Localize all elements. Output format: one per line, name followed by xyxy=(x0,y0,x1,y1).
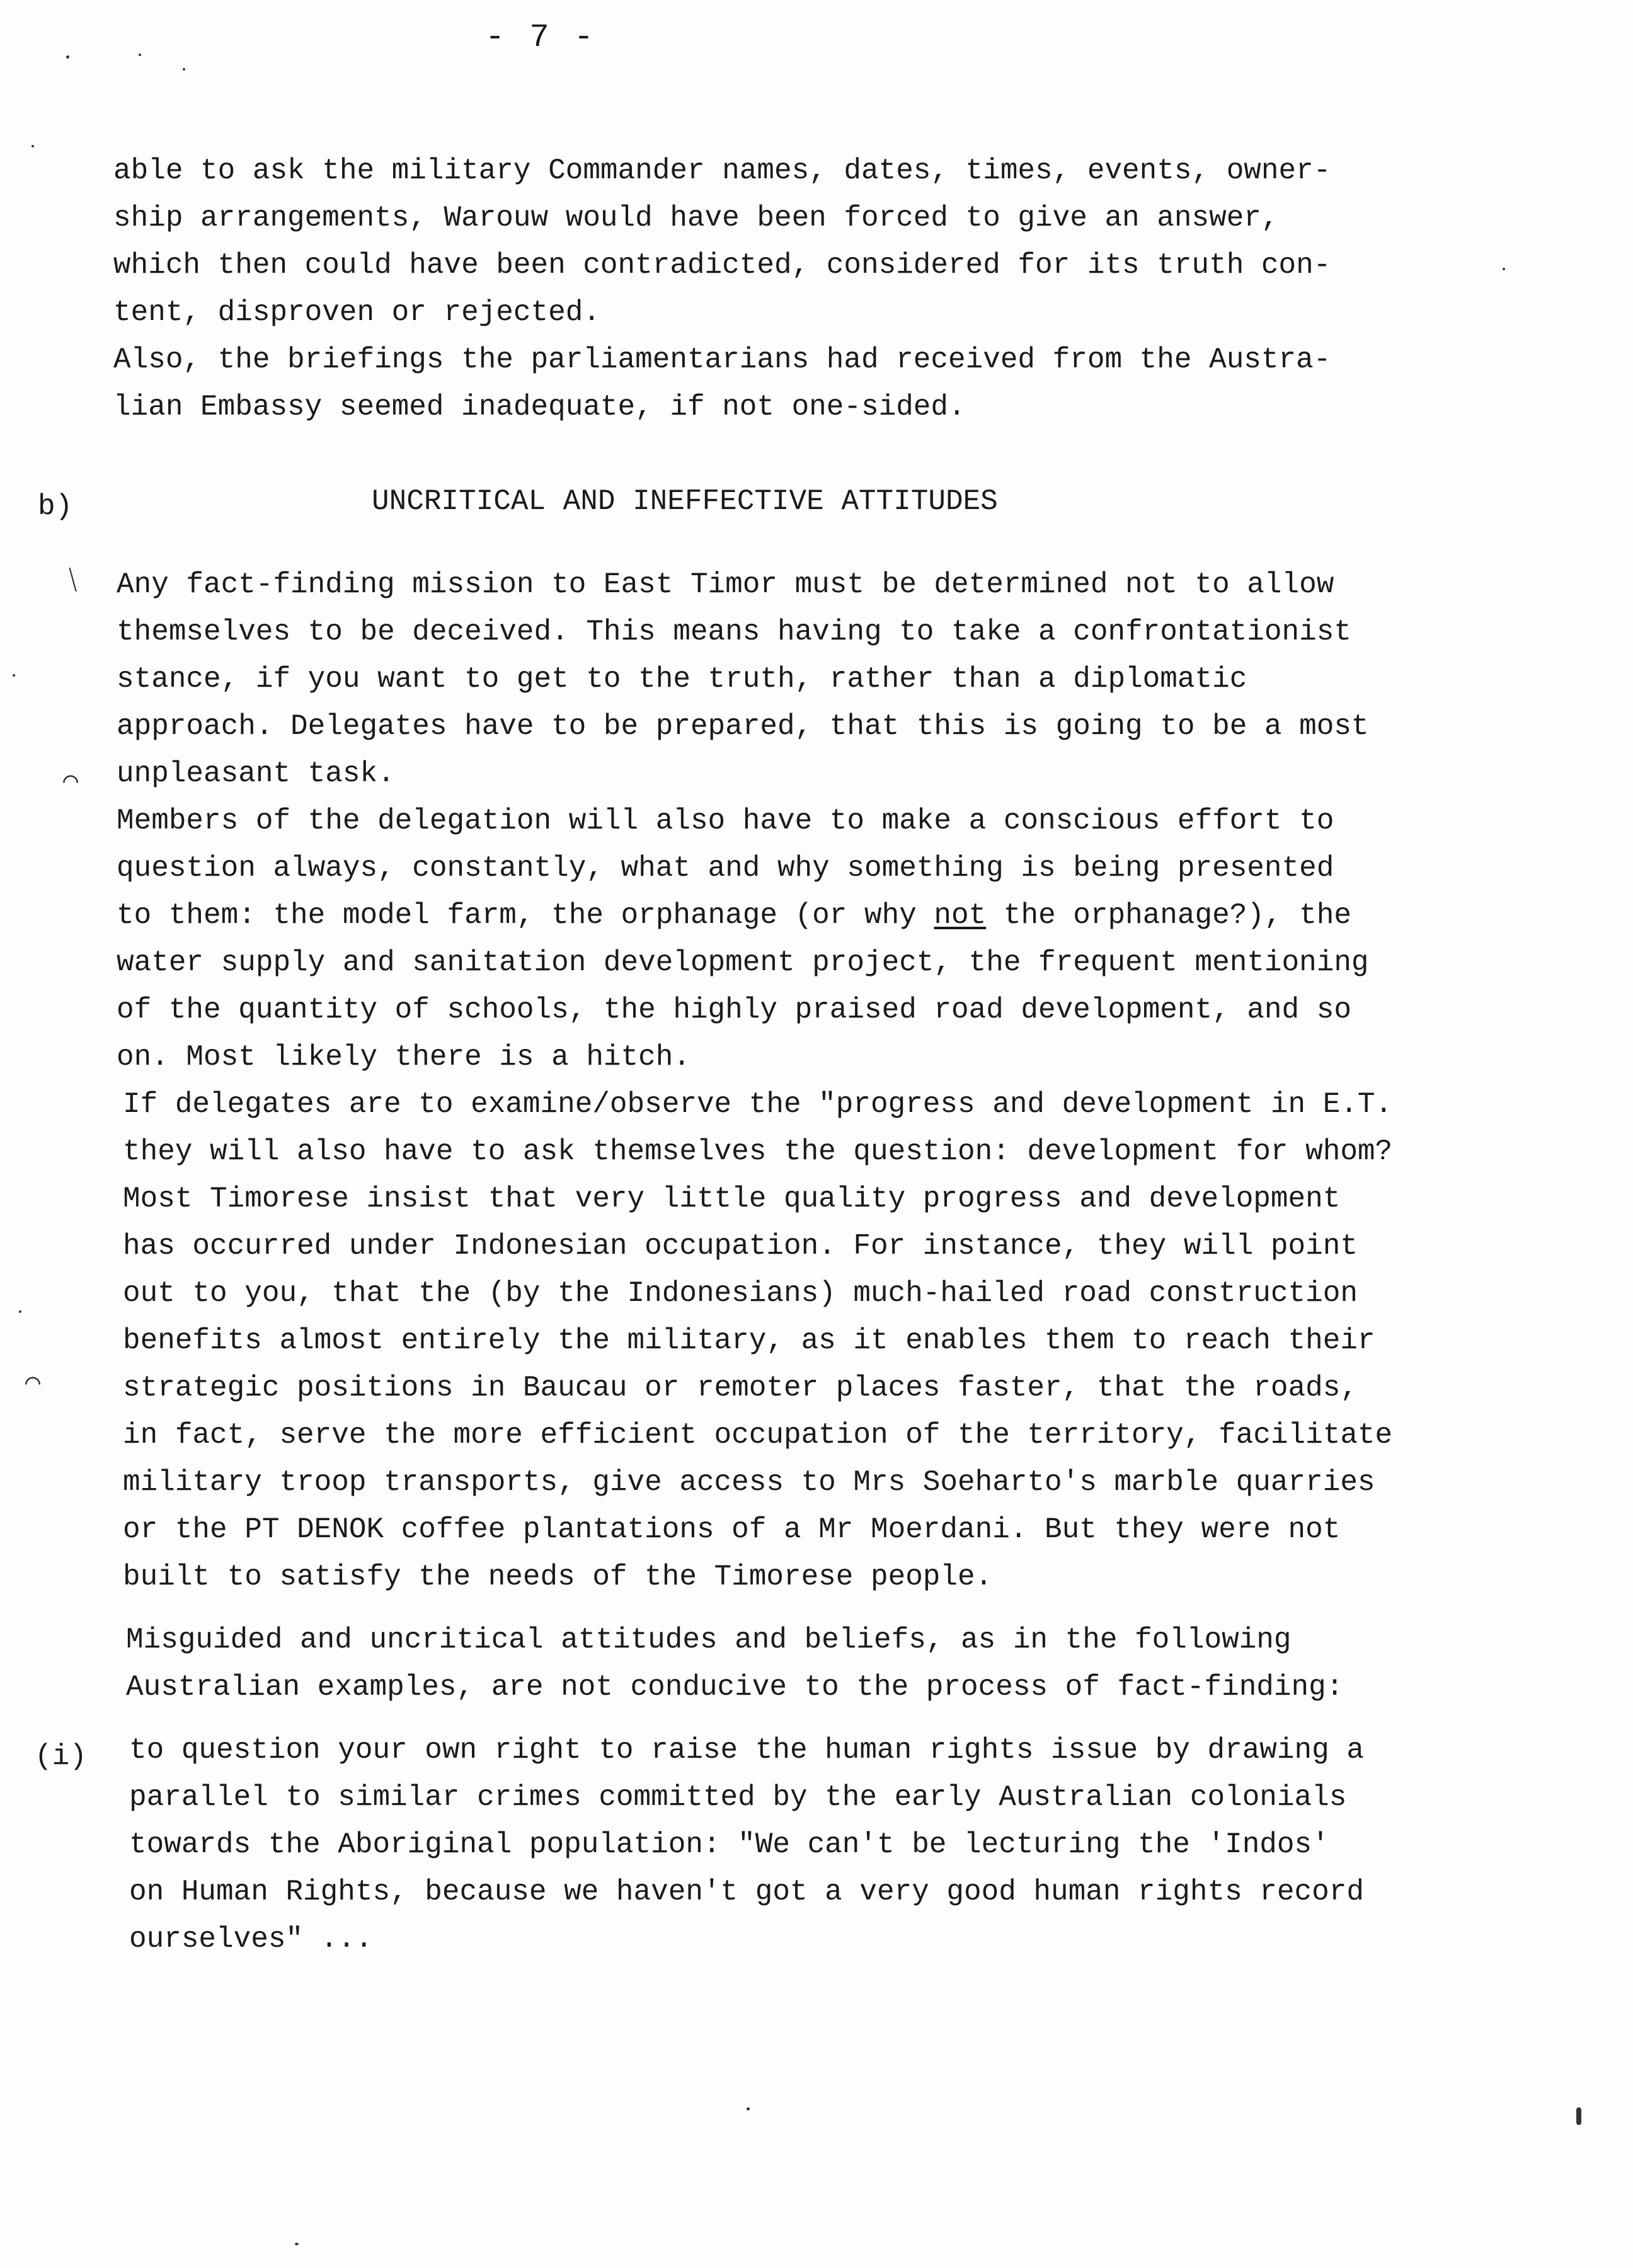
list-item-label: (i) xyxy=(35,1740,87,1773)
underlined-word: not xyxy=(934,899,987,932)
scan-speck xyxy=(66,55,69,59)
text-line: or the PT DENOK coffee plantations of a Mr Moerdani. But they were not xyxy=(123,1513,1341,1546)
text-line: on Human Rights, because we haven't got a very good human rights record xyxy=(129,1876,1364,1908)
text-line: able to ask the military Commander names, dates, times, events, owner- xyxy=(113,154,1331,187)
margin-dash-mark: ⌒ xyxy=(25,1370,41,1398)
scan-speck xyxy=(1503,268,1505,270)
text-line: towards the Aboriginal population: "We can't be lecturing the 'Indos' xyxy=(129,1828,1329,1861)
scan-speck xyxy=(13,674,15,677)
text-line: of the quantity of schools, the highly praised road development, and so xyxy=(117,994,1351,1026)
text-line: lian Embassy seemed inadequate, if not one-sided. xyxy=(113,391,966,423)
text-line: approach. Delegates have to be prepared, that this is going to be a most xyxy=(117,710,1369,743)
text-line: on. Most likely there is a hitch. xyxy=(117,1041,690,1074)
text-line: in fact, serve the more efficient occupation of the territory, facilitate xyxy=(123,1419,1393,1452)
text-segment: to them: the model farm, the orphanage (or why xyxy=(117,899,934,932)
text-line: unpleasant task. xyxy=(117,757,395,790)
text-line: to question your own right to raise the human rights issue by drawing a xyxy=(129,1734,1364,1767)
text-line: Misguided and uncritical attitudes and beliefs, as in the following xyxy=(126,1624,1292,1656)
text-line: tent, disproven or rejected. xyxy=(113,296,600,329)
text-line: themselves to be deceived. This means having to take a confrontationist xyxy=(117,616,1351,648)
text-segment: the orphanage?), the xyxy=(986,899,1351,932)
scan-speck xyxy=(32,145,34,147)
scan-speck xyxy=(139,54,141,56)
scan-speck xyxy=(183,68,185,71)
section-title: UNCRITICAL AND INEFFECTIVE ATTITUDES xyxy=(372,485,998,518)
text-line: Members of the delegation will also have to make a conscious effort to xyxy=(117,805,1334,837)
text-line: Any fact-finding mission to East Timor must be determined not to allow xyxy=(117,568,1334,601)
text-line: Australian examples, are not conducive to the process of fact-finding: xyxy=(126,1671,1344,1704)
text-line: military troop transports, give access to Mrs Soeharto's marble quarries xyxy=(123,1466,1375,1499)
text-line: strategic positions in Baucau or remoter places faster, that the roads, xyxy=(123,1372,1358,1404)
text-line: water supply and sanitation development project, the frequent mentioning xyxy=(117,946,1369,979)
section-label: b) xyxy=(38,490,73,523)
margin-arrow-mark: ⟍ xyxy=(57,566,86,599)
text-line: parallel to similar crimes committed by the early Australian colonials xyxy=(129,1781,1347,1814)
text-line: Most Timorese insist that very little quality progress and development xyxy=(123,1183,1341,1215)
scan-speck xyxy=(747,2107,750,2110)
scan-speck xyxy=(1576,2107,1581,2125)
text-line: ship arrangements, Warouw would have been forced to give an answer, xyxy=(113,202,1279,234)
text-line xyxy=(117,901,1351,930)
text-line: If delegates are to examine/observe the "progress and development in E.T. xyxy=(123,1088,1393,1121)
text-line: which then could have been contradicted, considered for its truth con- xyxy=(113,249,1331,282)
text-line: built to satisfy the needs of the Timorese people. xyxy=(123,1561,993,1593)
text-line: benefits almost entirely the military, as it enables them to reach their xyxy=(123,1324,1375,1357)
text-line: stance, if you want to get to the truth, rather than a diplomatic xyxy=(117,663,1247,696)
scan-speck xyxy=(19,1310,21,1313)
scan-speck xyxy=(295,2243,299,2245)
text-line: out to you, that the (by the Indonesians) much-hailed road construction xyxy=(123,1277,1358,1310)
text-line: ourselves" ... xyxy=(129,1923,373,1956)
text-line: Also, the briefings the parliamentarians had received from the Austra- xyxy=(113,343,1331,376)
page-number: - 7 - xyxy=(485,19,597,56)
text-line: question always, constantly, what and why something is being presented xyxy=(117,852,1334,885)
text-line: they will also have to ask themselves the question: development for whom? xyxy=(123,1135,1393,1168)
margin-dash-mark: ⌒ xyxy=(63,768,79,796)
text-line: has occurred under Indonesian occupation. For instance, they will point xyxy=(123,1230,1358,1263)
